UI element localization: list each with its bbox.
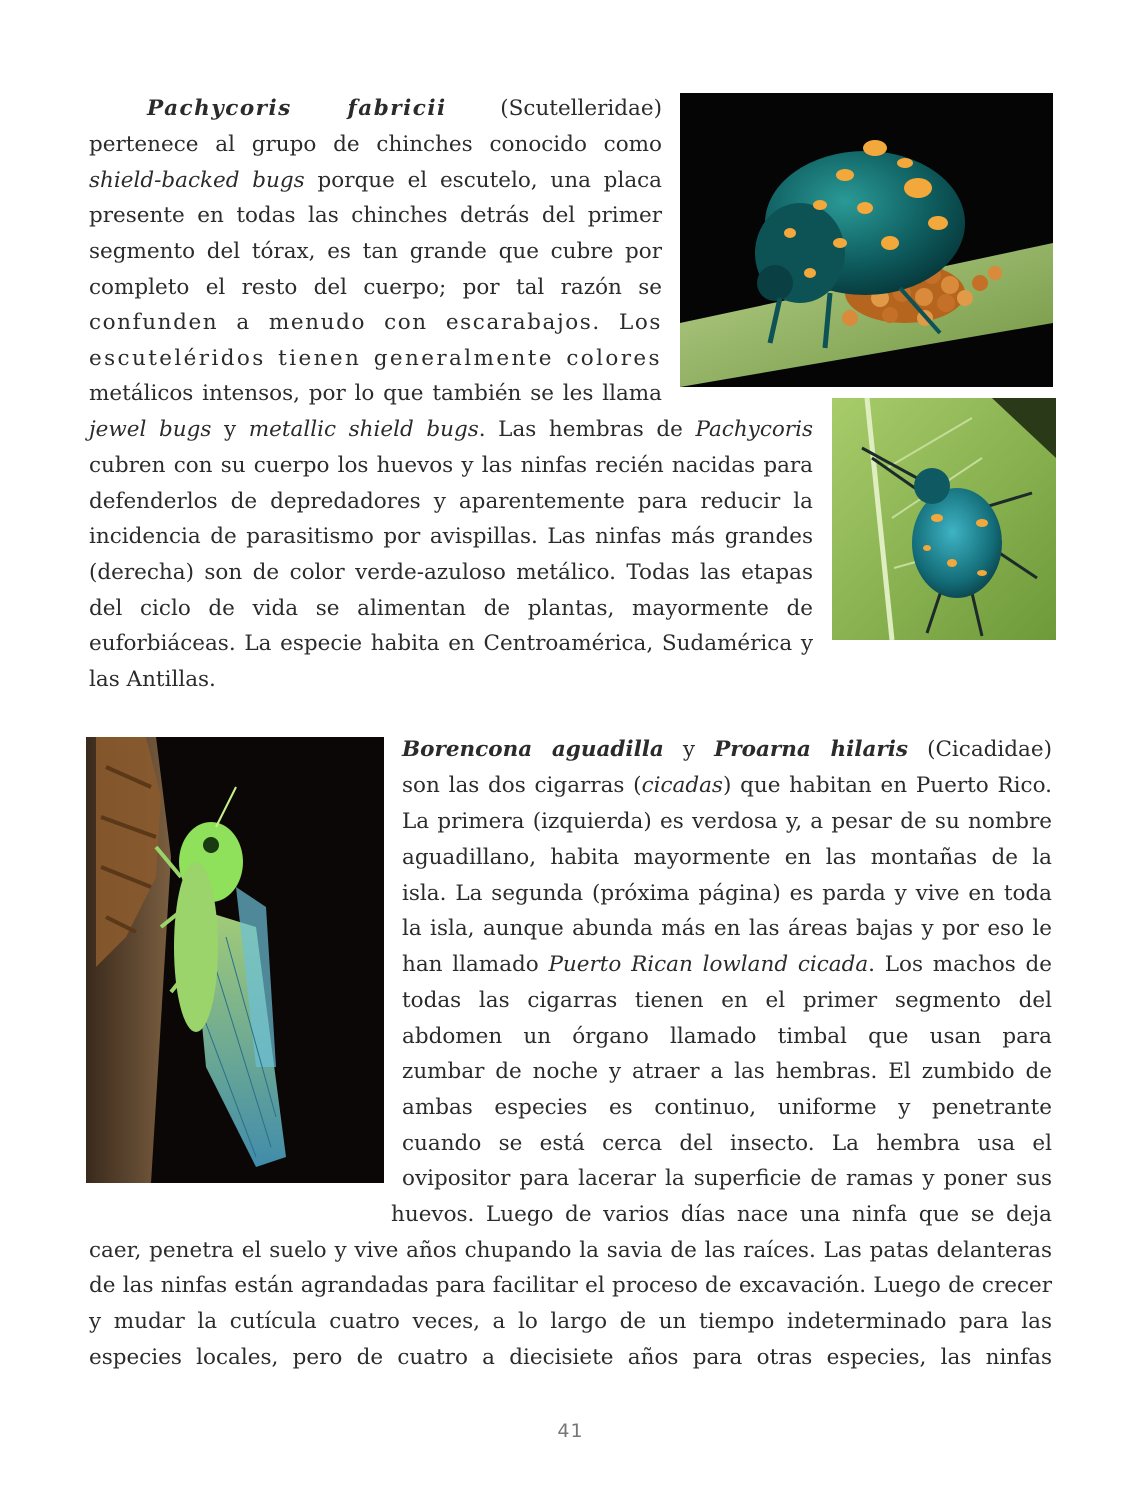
text-line: pertenece al grupo de chinches conocido como — [89, 132, 662, 157]
text-line: del ciclo de vida se alimentan de plantas, mayormente de — [89, 596, 813, 621]
text-line: confunden a menudo con escarabajos. Los — [89, 310, 662, 335]
text-line: abdomen un órgano llamado timbal que usan para — [402, 1024, 1052, 1049]
family-name: (Cicadidae) — [927, 737, 1052, 762]
text-line: completo el resto del cuerpo; por tal razón se — [89, 275, 662, 300]
page-number: 41 — [557, 1420, 584, 1442]
text-line: cubren con su cuerpo los huevos y las ninfas recién nacidas para — [89, 453, 813, 478]
text-line: isla. La segunda (próxima página) es parda y vive en toda — [402, 881, 1052, 906]
text-line — [89, 91, 662, 127]
text-line: Borencona aguadilla y Proarna hilaris (Cicadidae) — [402, 737, 1052, 762]
species-name: Pachycoris fabricii — [147, 96, 447, 121]
text-line: son las dos cigarras (cicadas) que habitan en Puerto Rico. — [402, 773, 1052, 798]
text-line: especies locales, pero de cuatro a diecisiete años para otras especies, las ninfas — [89, 1345, 1052, 1370]
text-line: zumbar de noche y atraer a las hembras. El zumbido de — [402, 1059, 1052, 1084]
photo-pachycoris-nymph — [832, 398, 1056, 640]
text-line: todas las cigarras tienen en el primer segmento del — [402, 988, 1052, 1013]
text-line: jewel bugs y metallic shield bugs. Las hembras de Pachycoris — [89, 417, 813, 442]
text-line: caer, penetra el suelo y vive años chupando la savia de las raíces. Las patas delanteras — [89, 1238, 1052, 1263]
text-line: y mudar la cutícula cuatro veces, a lo largo de un tiempo indeterminado para las — [89, 1309, 1052, 1334]
term-lowland-cicada: Puerto Rican lowland cicada — [548, 952, 869, 977]
text-line: ovipositor para lacerar la superficie de ramas y poner sus — [402, 1166, 1052, 1191]
photo-borencona-cicada — [86, 737, 384, 1183]
text-line: segmento del tórax, es tan grande que cubre por — [89, 239, 662, 264]
species-proarna: Proarna hilaris — [714, 737, 909, 762]
term-metallic: metallic shield bugs — [248, 417, 479, 442]
text-line: la isla, aunque abunda más en las áreas bajas y por eso le — [402, 916, 1052, 941]
text-line: presente en todas las chinches detrás del primer — [89, 203, 662, 228]
family-name: (Scutelleridae) — [500, 96, 662, 121]
term-genus: Pachycoris — [695, 417, 813, 442]
term-jewel: jewel bugs — [89, 417, 212, 442]
text-line: cuando se está cerca del insecto. La hembra usa el — [402, 1131, 1052, 1156]
species-borencona: Borencona aguadilla — [402, 737, 664, 762]
text-line: de las ninfas están agrandadas para facilitar el proceso de excavación. Luego de crecer — [89, 1273, 1052, 1298]
text-line: shield-backed bugs porque el escutelo, una placa — [89, 168, 662, 193]
text-line: aguadillano, habita mayormente en las montañas de la — [402, 845, 1052, 870]
text-line: las Antillas. — [89, 667, 216, 692]
text-line: (derecha) son de color verde-azuloso metálico. Todas las etapas — [89, 560, 813, 585]
text-line: ambas especies es continuo, uniforme y penetrante — [402, 1095, 1052, 1120]
text-line: huevos. Luego de varios días nace una ninfa que se deja — [391, 1202, 1052, 1227]
text-line: han llamado Puerto Rican lowland cicada. Los machos de — [402, 952, 1052, 977]
text-line: metálicos intensos, por lo que también se les llama — [89, 381, 662, 406]
photo-pachycoris-adult — [680, 93, 1053, 387]
text-line: euforbiáceas. La especie habita en Centroamérica, Sudamérica y — [89, 631, 813, 656]
text-line: La primera (izquierda) es verdosa y, a pesar de su nombre — [402, 809, 1052, 834]
text-line: escuteléridos tienen generalmente colores — [89, 346, 662, 371]
text-line: incidencia de parasitismo por avispillas. Las ninfas más grandes — [89, 524, 813, 549]
text-line: defenderlos de depredadores y aparentemente para reducir la — [89, 489, 813, 514]
term-shield-backed: shield-backed bugs — [89, 168, 305, 193]
